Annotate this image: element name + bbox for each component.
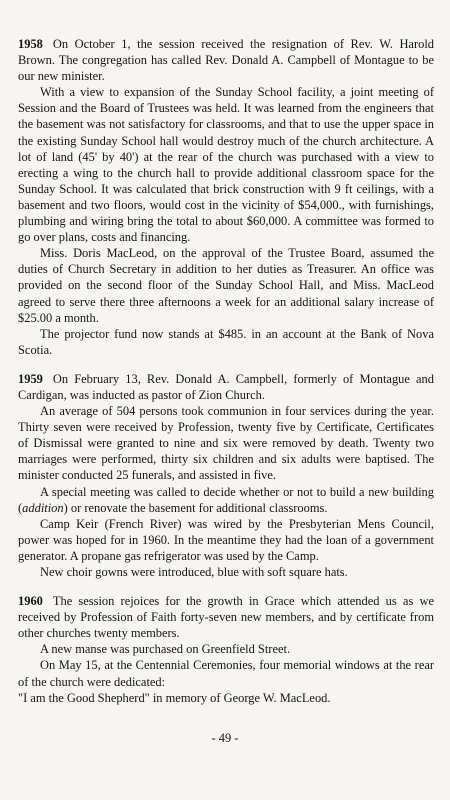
paragraph: On May 15, at the Centennial Ceremonies, four memorial windows at the rear of the church were dedicated:: [18, 658, 434, 689]
section-1959: [18, 371, 434, 580]
year-heading: 1959: [18, 371, 43, 386]
paragraph: Camp Keir (French River) was wired by the Presbyterian Mens Council, power was hoped for in 1960. In the meantime they had the loan of a government generator. A propane gas refrigerator was used by the Camp.: [18, 516, 434, 563]
paragraph: An average of 504 persons took communion in four services during the year. Thirty seven were received by Profession, twenty five by Certificate, Certificates of Dismissal were granted to nine and six were removed by death. Twenty two marriages were performed, thirty six children and six adults were baptised. The minister conducted 25 funerals, and assisted in five.: [18, 404, 434, 483]
year-heading: 1958: [18, 37, 43, 51]
italic-term: addition: [22, 500, 64, 515]
paragraph: [18, 484, 434, 516]
paragraph: [18, 371, 434, 403]
paragraph: "I am the Good Shepherd" in memory of George W. MacLeod.: [18, 690, 331, 705]
paragraph-text: The session rejoices for the growth in Grace which attended us as we received by Profession of Faith forty-seven new members, and by certificate from other churches twenty members.: [18, 594, 434, 641]
paragraph: New choir gowns were introduced, blue with soft square hats.: [40, 565, 348, 579]
section-1958: [18, 36, 434, 358]
paragraph-text: On February 13, Rev. Donald A. Campbell, formerly of Montague and Cardigan, was inducted as pastor of Zion Church.: [18, 371, 434, 402]
paragraph-text: On October 1, the session received the resignation of Rev. W. Harold Brown. The congregation has called Rev. Donald A. Campbell of Montague to be our new minister.: [18, 37, 434, 84]
paragraph: With a view to expansion of the Sunday School facility, a joint meeting of Session and the Board of Trustees was held. It was learned from the engineers that the basement was not satisfactory for classrooms, and that to use the upper space in the existing Sunday School hall would destroy much of the church architecture. A lot of land (45' by 40') at the rear of the church was purchased with a view to erecting a wing to the church hall to provide additional classroom space for the Sunday School. It was calculated that brick construction with 9 ft ceilings, with a basement and two floors, would cost in the vicinity of $54,000., with furnishings, plumbing and wiring bring the total to about $60,000. A committee was formed to go over plans, costs and financing.: [18, 85, 434, 245]
paragraph: The projector fund now stands at $485. in an account at the Bank of Nova Scotia.: [18, 326, 434, 357]
paragraph-text: ) or renovate the basement for additional classrooms.: [63, 500, 328, 515]
paragraph: [18, 36, 434, 84]
section-1960: [18, 593, 434, 706]
document-page: [18, 36, 434, 719]
paragraph: [18, 593, 434, 641]
paragraph: A new manse was purchased on Greenfield Street.: [40, 642, 291, 657]
page-number: - 49 -: [211, 731, 239, 745]
paragraph: Miss. Doris MacLeod, on the approval of the Trustee Board, assumed the duties of Church Secretary in addition to her duties as Treasurer. An office was provided on the second floor of the Sunday School Hall, and Miss. MacLeod agreed to serve there three afternoons a week for an additional salary increase of $25.00 a month.: [18, 246, 434, 325]
paragraph-text: A special meeting was called to decide whether or not to build a new building: [40, 484, 434, 499]
year-heading: 1960: [18, 594, 43, 609]
paragraph-text: (: [18, 500, 23, 515]
